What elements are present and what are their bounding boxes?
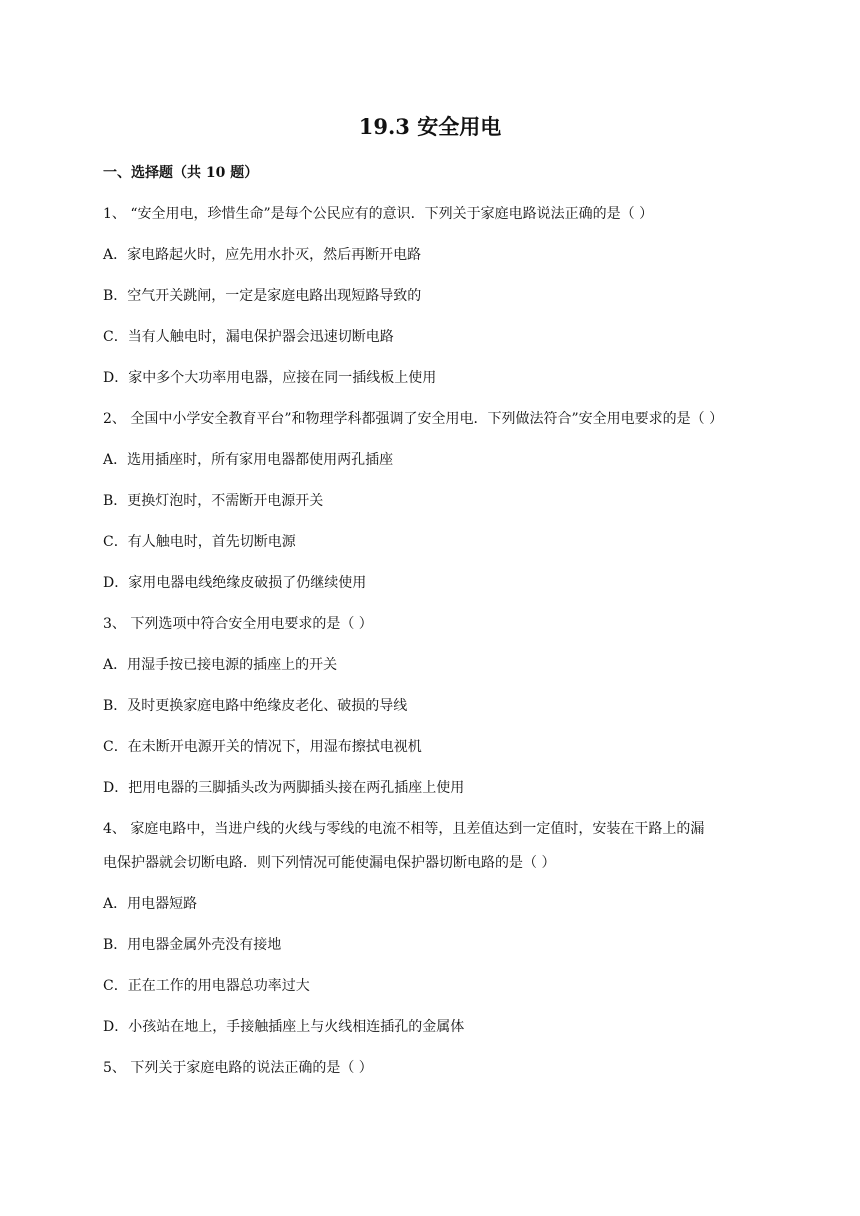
question-4-option-a: A．用电器短路 <box>103 896 198 912</box>
question-1-option-a: A．家电路起火时，应先用水扑灭，然后再断开电路 <box>103 247 422 263</box>
question-5-stem: 5、 下列关于家庭电路的说法正确的是（ ） <box>103 1060 373 1076</box>
question-2-option-c: C．有人触电时，首先切断电源 <box>103 534 296 550</box>
question-1-option-b: B．空气开关跳闸，一定是家庭电路出现短路导致的 <box>103 288 422 304</box>
question-3-option-b: B．及时更换家庭电路中绝缘皮老化、破损的导线 <box>103 698 408 714</box>
page-title: 19.3 安全用电 <box>358 114 502 139</box>
question-1-stem: 1、 “安全用电，珍惜生命”是每个公民应有的意识．下列关于家庭电路说法正确的是（ ） <box>103 206 654 222</box>
question-2-option-a: A．选用插座时，所有家用电器都使用两孔插座 <box>103 452 394 468</box>
question-4-option-d: D．小孩站在地上，手接触插座上与火线相连插孔的金属体 <box>103 1019 465 1035</box>
question-3-option-a: A．用湿手按已接电源的插座上的开关 <box>103 657 338 673</box>
question-3-option-d: D．把用电器的三脚插头改为两脚插头接在两孔插座上使用 <box>103 780 465 796</box>
question-3-option-c: C．在未断开电源开关的情况下，用湿布擦拭电视机 <box>103 739 422 755</box>
question-2-stem: 2、 全国中小学安全教育平台”和物理学科都强调了安全用电．下列做法符合”安全用电要求的是（ ） <box>103 411 724 427</box>
question-1-option-c: C．当有人触电时，漏电保护器会迅速切断电路 <box>103 329 394 345</box>
section-heading: 一、选择题（共 10 题） <box>103 165 259 181</box>
question-4-option-c: C．正在工作的用电器总功率过大 <box>103 978 310 994</box>
question-4-option-b: B．用电器金属外壳没有接地 <box>103 937 282 953</box>
question-1-option-d: D．家中多个大功率用电器，应接在同一插线板上使用 <box>103 370 437 386</box>
question-3-stem: 3、 下列选项中符合安全用电要求的是（ ） <box>103 616 373 632</box>
question-2-option-b: B．更换灯泡时，不需断开电源开关 <box>103 493 324 509</box>
question-2-option-d: D．家用电器电线绝缘皮破损了仍继续使用 <box>103 575 367 591</box>
question-4-stem-line-2: 电保护器就会切断电路．则下列情况可能使漏电保护器切断电路的是（ ） <box>103 855 556 871</box>
question-4-stem-line-1: 4、 家庭电路中，当进户线的火线与零线的电流不相等，且差值达到一定值时，安装在干路上的漏 <box>103 821 705 837</box>
